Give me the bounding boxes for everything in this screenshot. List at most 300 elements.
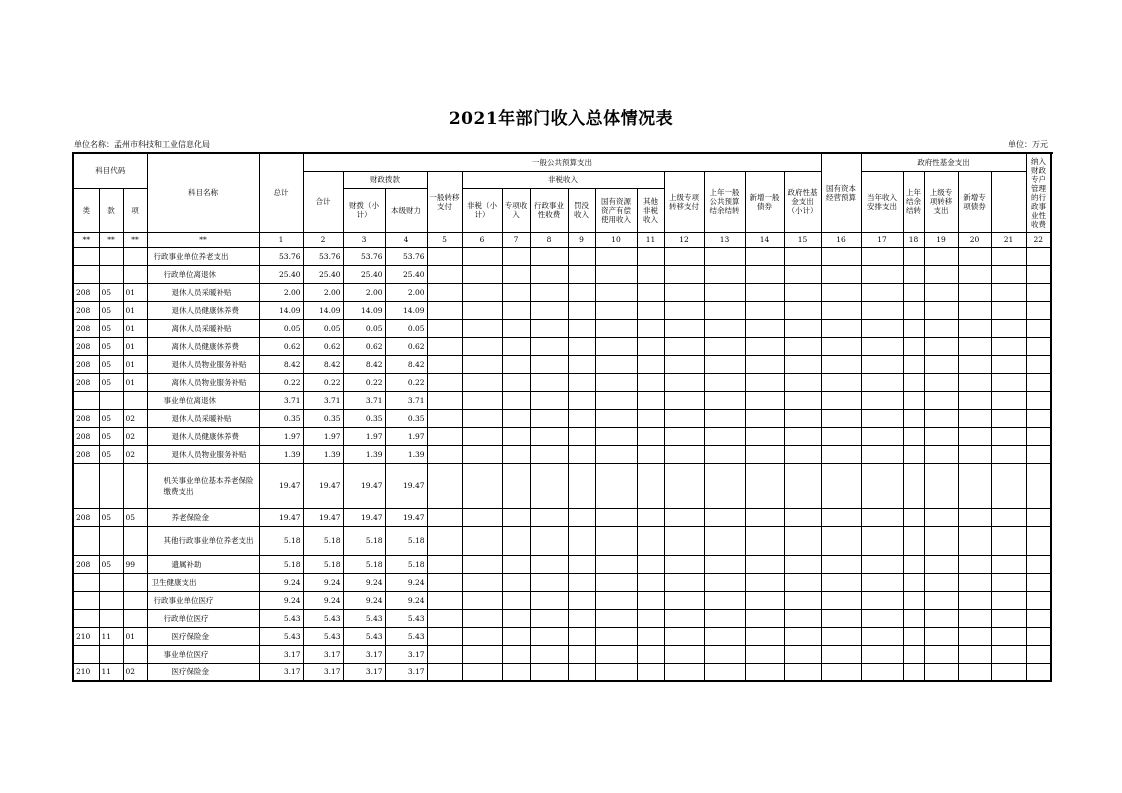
- heji-value: 19.47: [303, 508, 343, 526]
- local-value: 2.00: [385, 283, 427, 301]
- empty-cell: [704, 373, 745, 391]
- empty-cell: [821, 609, 861, 627]
- empty-cell: [530, 445, 568, 463]
- empty-cell: [502, 445, 530, 463]
- current-year-header: 当年收入安排支出: [861, 171, 903, 232]
- empty-cell: [462, 373, 502, 391]
- empty-cell: [821, 427, 861, 445]
- other-nontax-header: 其他非税收入: [637, 188, 664, 232]
- code-lei: [73, 265, 99, 283]
- fiscal-value: 0.22: [343, 373, 385, 391]
- empty-cell: [704, 591, 745, 609]
- empty-cell: [595, 355, 637, 373]
- empty-cell: [427, 627, 462, 645]
- empty-cell: [991, 627, 1026, 645]
- empty-cell: [784, 283, 821, 301]
- code-xiang: 02: [123, 427, 147, 445]
- empty-cell: [821, 445, 861, 463]
- code-lei: [73, 463, 99, 508]
- code-xiang: [123, 247, 147, 265]
- column-number: 8: [530, 232, 568, 247]
- code-lei: 208: [73, 355, 99, 373]
- local-value: 19.47: [385, 463, 427, 508]
- empty-cell: [530, 355, 568, 373]
- empty-cell: [427, 555, 462, 573]
- code-lei: [73, 609, 99, 627]
- name-header: 科目名称: [147, 153, 259, 232]
- empty-cell: [595, 627, 637, 645]
- empty-cell: [924, 283, 958, 301]
- code-kuan: [99, 591, 123, 609]
- empty-cell: [958, 247, 991, 265]
- table-row: [73, 301, 1051, 319]
- column-number: 11: [637, 232, 664, 247]
- empty-cell: [861, 573, 903, 591]
- empty-cell: [745, 301, 784, 319]
- subject-name: 离休人员物业服务补贴: [147, 373, 259, 391]
- empty-cell: [784, 609, 821, 627]
- code-lei: 208: [73, 445, 99, 463]
- fiscal-value: 3.71: [343, 391, 385, 409]
- unit-name-label: 单位名称：孟州市科技和工业信息化局: [74, 140, 210, 149]
- empty-cell: [903, 265, 924, 283]
- new-debt-header: 新增一般债券: [745, 171, 784, 232]
- empty-cell: [821, 591, 861, 609]
- empty-cell: [462, 319, 502, 337]
- code-kuan: [99, 463, 123, 508]
- code-lei: 208: [73, 337, 99, 355]
- empty-cell: [861, 373, 903, 391]
- heji-value: 14.09: [303, 301, 343, 319]
- empty-cell: [924, 265, 958, 283]
- column-number: 20: [958, 232, 991, 247]
- local-value: 5.18: [385, 526, 427, 555]
- empty-cell: [530, 265, 568, 283]
- empty-cell: [991, 427, 1026, 445]
- column-number: **: [73, 232, 99, 247]
- empty-cell: [502, 663, 530, 681]
- empty-cell: [637, 463, 664, 508]
- empty-cell: [568, 373, 595, 391]
- code-xiang: 01: [123, 627, 147, 645]
- state-asset-header: 国有资源资产有偿使用收入: [595, 188, 637, 232]
- empty-cell: [530, 508, 568, 526]
- empty-cell: [924, 463, 958, 508]
- empty-cell: [530, 627, 568, 645]
- column-number: 13: [704, 232, 745, 247]
- empty-cell: [637, 663, 664, 681]
- empty-cell: [958, 591, 991, 609]
- empty-cell: [502, 247, 530, 265]
- total-value: 0.22: [259, 373, 303, 391]
- code-lei: [73, 645, 99, 663]
- empty-cell: [745, 373, 784, 391]
- subject-name: 行政事业单位养老支出: [147, 247, 259, 265]
- fiscal-value: 53.76: [343, 247, 385, 265]
- local-value: 0.62: [385, 337, 427, 355]
- fiscal-value: 5.43: [343, 627, 385, 645]
- empty-cell: [861, 591, 903, 609]
- empty-cell: [903, 247, 924, 265]
- empty-cell: [595, 645, 637, 663]
- gov-fund-sub-header: 政府性基金支出（小计）: [784, 171, 821, 232]
- code-xiang: [123, 463, 147, 508]
- empty-cell: [903, 283, 924, 301]
- code-kuan: [99, 265, 123, 283]
- managed-header: 纳入财政专户管理的行政事业性收费: [1026, 153, 1051, 232]
- empty-cell: [784, 355, 821, 373]
- empty-cell: [595, 526, 637, 555]
- total-header: 总计: [259, 153, 303, 232]
- empty-cell: [664, 373, 704, 391]
- empty-cell: [745, 609, 784, 627]
- heji-value: 9.24: [303, 573, 343, 591]
- empty-cell: [637, 301, 664, 319]
- empty-cell: [530, 391, 568, 409]
- fiscal-value: 3.17: [343, 663, 385, 681]
- code-kuan: 05: [99, 508, 123, 526]
- empty-cell: [568, 609, 595, 627]
- empty-cell: [958, 409, 991, 427]
- total-value: 19.47: [259, 463, 303, 508]
- empty-cell: [568, 409, 595, 427]
- empty-cell: [784, 645, 821, 663]
- empty-cell: [1026, 591, 1051, 609]
- code-kuan: 05: [99, 355, 123, 373]
- empty-cell: [568, 301, 595, 319]
- code-lei: [73, 573, 99, 591]
- empty-cell: [861, 283, 903, 301]
- empty-cell: [924, 445, 958, 463]
- empty-cell: [1026, 265, 1051, 283]
- fiscal-value: 1.39: [343, 445, 385, 463]
- column-number: 3: [343, 232, 385, 247]
- empty-cell: [704, 609, 745, 627]
- table-row: [73, 373, 1051, 391]
- empty-cell: [903, 463, 924, 508]
- heji-value: 3.71: [303, 391, 343, 409]
- empty-cell: [924, 663, 958, 681]
- code-xiang: [123, 573, 147, 591]
- empty-cell: [861, 463, 903, 508]
- code-kuan: 05: [99, 319, 123, 337]
- empty-cell: [991, 283, 1026, 301]
- subject-name: 医疗保险金: [147, 627, 259, 645]
- empty-cell: [664, 555, 704, 573]
- subject-name: 行政单位医疗: [147, 609, 259, 627]
- empty-cell: [1026, 301, 1051, 319]
- empty-cell: [958, 508, 991, 526]
- empty-cell: [664, 355, 704, 373]
- local-value: 5.18: [385, 555, 427, 573]
- code-lei: 208: [73, 373, 99, 391]
- heji-value: 1.39: [303, 445, 343, 463]
- empty-cell: [637, 555, 664, 573]
- empty-cell: [427, 508, 462, 526]
- table-row: [73, 355, 1051, 373]
- empty-cell: [861, 319, 903, 337]
- income-table: [72, 152, 1052, 682]
- empty-cell: [427, 265, 462, 283]
- empty-cell: [784, 391, 821, 409]
- code-xiang: 01: [123, 301, 147, 319]
- empty-cell: [821, 337, 861, 355]
- code-xiang: 02: [123, 445, 147, 463]
- table-row: [73, 319, 1051, 337]
- total-value: 8.42: [259, 355, 303, 373]
- empty-cell: [595, 591, 637, 609]
- empty-cell: [427, 301, 462, 319]
- empty-cell: [595, 427, 637, 445]
- empty-cell: [427, 463, 462, 508]
- empty-cell: [1026, 409, 1051, 427]
- empty-cell: [502, 627, 530, 645]
- code-kuan: [99, 526, 123, 555]
- empty-cell: [664, 301, 704, 319]
- empty-cell: [704, 645, 745, 663]
- empty-cell: [462, 463, 502, 508]
- empty-cell: [958, 319, 991, 337]
- empty-cell: [1026, 391, 1051, 409]
- subject-name: 医疗保险金: [147, 663, 259, 681]
- empty-cell: [745, 265, 784, 283]
- empty-cell: [637, 265, 664, 283]
- total-value: 53.76: [259, 247, 303, 265]
- empty-cell: [530, 283, 568, 301]
- empty-cell: [637, 573, 664, 591]
- empty-cell: [568, 355, 595, 373]
- empty-cell: [924, 427, 958, 445]
- heji-value: 8.42: [303, 355, 343, 373]
- empty-cell: [427, 663, 462, 681]
- empty-cell: [502, 409, 530, 427]
- empty-cell: [745, 645, 784, 663]
- empty-cell: [745, 555, 784, 573]
- empty-cell: [821, 391, 861, 409]
- empty-cell: [958, 663, 991, 681]
- empty-cell: [704, 573, 745, 591]
- empty-cell: [821, 555, 861, 573]
- empty-cell: [568, 508, 595, 526]
- empty-cell: [1026, 337, 1051, 355]
- empty-cell: [1026, 627, 1051, 645]
- prev-fund-header: 上年结余结转: [903, 171, 924, 232]
- code-xiang: 01: [123, 373, 147, 391]
- table-row: [73, 391, 1051, 409]
- empty-cell: [502, 555, 530, 573]
- code-lei: 208: [73, 427, 99, 445]
- empty-cell: [991, 337, 1026, 355]
- total-value: 0.05: [259, 319, 303, 337]
- empty-cell: [1026, 555, 1051, 573]
- table-row: [73, 247, 1051, 265]
- heji-value: 5.18: [303, 526, 343, 555]
- local-value: 0.35: [385, 409, 427, 427]
- total-value: 1.97: [259, 427, 303, 445]
- fiscal-header: 财政拨款: [343, 171, 427, 188]
- empty-cell: [821, 645, 861, 663]
- subject-name: 退休人员健康休养费: [147, 301, 259, 319]
- empty-cell: [704, 463, 745, 508]
- empty-cell: [462, 337, 502, 355]
- empty-cell: [462, 555, 502, 573]
- empty-cell: [958, 355, 991, 373]
- column-number: 7: [502, 232, 530, 247]
- empty-cell: [784, 463, 821, 508]
- local-value: 0.22: [385, 373, 427, 391]
- empty-cell: [637, 526, 664, 555]
- empty-cell: [821, 355, 861, 373]
- table-row: [73, 591, 1051, 609]
- subject-name: 退休人员物业服务补贴: [147, 445, 259, 463]
- subject-name: 行政单位离退休: [147, 265, 259, 283]
- empty-cell: [745, 337, 784, 355]
- gov-fund-header: 政府性基金支出: [861, 153, 1026, 171]
- empty-cell: [637, 591, 664, 609]
- empty-cell: [462, 627, 502, 645]
- empty-cell: [958, 627, 991, 645]
- empty-cell: [530, 373, 568, 391]
- empty-cell: [1026, 573, 1051, 591]
- subject-name: 退休人员采暖补贴: [147, 409, 259, 427]
- empty-cell: [568, 391, 595, 409]
- empty-cell: [821, 319, 861, 337]
- empty-cell: [924, 391, 958, 409]
- empty-cell: [427, 591, 462, 609]
- empty-cell: [903, 573, 924, 591]
- code-xiang: 01: [123, 337, 147, 355]
- empty-cell: [427, 355, 462, 373]
- empty-cell: [861, 645, 903, 663]
- empty-cell: [903, 609, 924, 627]
- local-header: 本级财力: [385, 188, 427, 232]
- empty-cell: [637, 247, 664, 265]
- empty-cell: [462, 247, 502, 265]
- lei-header: 类: [73, 188, 99, 232]
- empty-cell: [991, 391, 1026, 409]
- code-kuan: 05: [99, 445, 123, 463]
- empty-cell: [637, 427, 664, 445]
- empty-cell: [664, 445, 704, 463]
- empty-cell: [502, 301, 530, 319]
- column-number: **: [123, 232, 147, 247]
- empty-cell: [924, 573, 958, 591]
- empty-cell: [903, 627, 924, 645]
- code-xiang: 01: [123, 355, 147, 373]
- empty-cell: [664, 265, 704, 283]
- column-number: 1: [259, 232, 303, 247]
- empty-cell: [595, 445, 637, 463]
- empty-cell: [745, 508, 784, 526]
- empty-cell: [861, 427, 903, 445]
- code-kuan: 05: [99, 427, 123, 445]
- empty-cell: [958, 463, 991, 508]
- prev-surplus-header: 上年一般公共预算结余结转: [704, 171, 745, 232]
- empty-cell: [502, 508, 530, 526]
- empty-cell: [664, 283, 704, 301]
- empty-cell: [462, 526, 502, 555]
- local-value: 3.17: [385, 645, 427, 663]
- empty-cell: [637, 445, 664, 463]
- local-value: 9.24: [385, 591, 427, 609]
- empty-cell: [991, 409, 1026, 427]
- empty-cell: [784, 265, 821, 283]
- empty-cell: [595, 573, 637, 591]
- empty-cell: [502, 265, 530, 283]
- local-value: 0.05: [385, 319, 427, 337]
- total-value: 0.62: [259, 337, 303, 355]
- empty-cell: [704, 627, 745, 645]
- empty-cell: [821, 463, 861, 508]
- empty-cell: [903, 427, 924, 445]
- empty-cell: [903, 508, 924, 526]
- empty-cell: [637, 409, 664, 427]
- fiscal-value: 9.24: [343, 591, 385, 609]
- empty-cell: [903, 391, 924, 409]
- empty-cell: [502, 463, 530, 508]
- empty-cell: [784, 301, 821, 319]
- empty-cell: [704, 391, 745, 409]
- code-kuan: [99, 573, 123, 591]
- total-value: 3.71: [259, 391, 303, 409]
- empty-cell: [664, 247, 704, 265]
- total-value: 3.17: [259, 663, 303, 681]
- empty-cell: [821, 573, 861, 591]
- empty-cell: [784, 573, 821, 591]
- code-xiang: 99: [123, 555, 147, 573]
- empty-cell: [462, 301, 502, 319]
- empty-cell: [595, 319, 637, 337]
- empty-cell: [568, 555, 595, 573]
- code-kuan: 05: [99, 301, 123, 319]
- empty-cell: [821, 373, 861, 391]
- empty-cell: [821, 301, 861, 319]
- empty-cell: [530, 427, 568, 445]
- empty-cell: [595, 337, 637, 355]
- empty-cell: [530, 526, 568, 555]
- fiscal-value: 1.97: [343, 427, 385, 445]
- empty-cell: [568, 663, 595, 681]
- empty-cell: [637, 355, 664, 373]
- empty-cell: [958, 337, 991, 355]
- empty-cell: [637, 373, 664, 391]
- empty-cell: [502, 573, 530, 591]
- empty-cell: [427, 373, 462, 391]
- code-kuan: 05: [99, 555, 123, 573]
- empty-cell: [861, 508, 903, 526]
- heji-value: 5.43: [303, 609, 343, 627]
- empty-cell: [502, 283, 530, 301]
- empty-cell: [502, 645, 530, 663]
- state-capital-header: 国有资本经营预算: [821, 153, 861, 232]
- empty-cell: [427, 526, 462, 555]
- empty-cell: [991, 663, 1026, 681]
- empty-cell: [664, 526, 704, 555]
- empty-cell: [861, 445, 903, 463]
- empty-cell: [903, 591, 924, 609]
- empty-cell: [704, 247, 745, 265]
- fiscal-value: 14.09: [343, 301, 385, 319]
- unit-label: 单位：万元: [1008, 140, 1048, 149]
- fiscal-value: 0.62: [343, 337, 385, 355]
- fiscal-sub-header: 财拨（小计）: [343, 188, 385, 232]
- fiscal-value: 5.18: [343, 526, 385, 555]
- code-xiang: [123, 526, 147, 555]
- fiscal-value: 0.05: [343, 319, 385, 337]
- subject-name: 遗属补助: [147, 555, 259, 573]
- column-number: 21: [991, 232, 1026, 247]
- empty-cell: [664, 409, 704, 427]
